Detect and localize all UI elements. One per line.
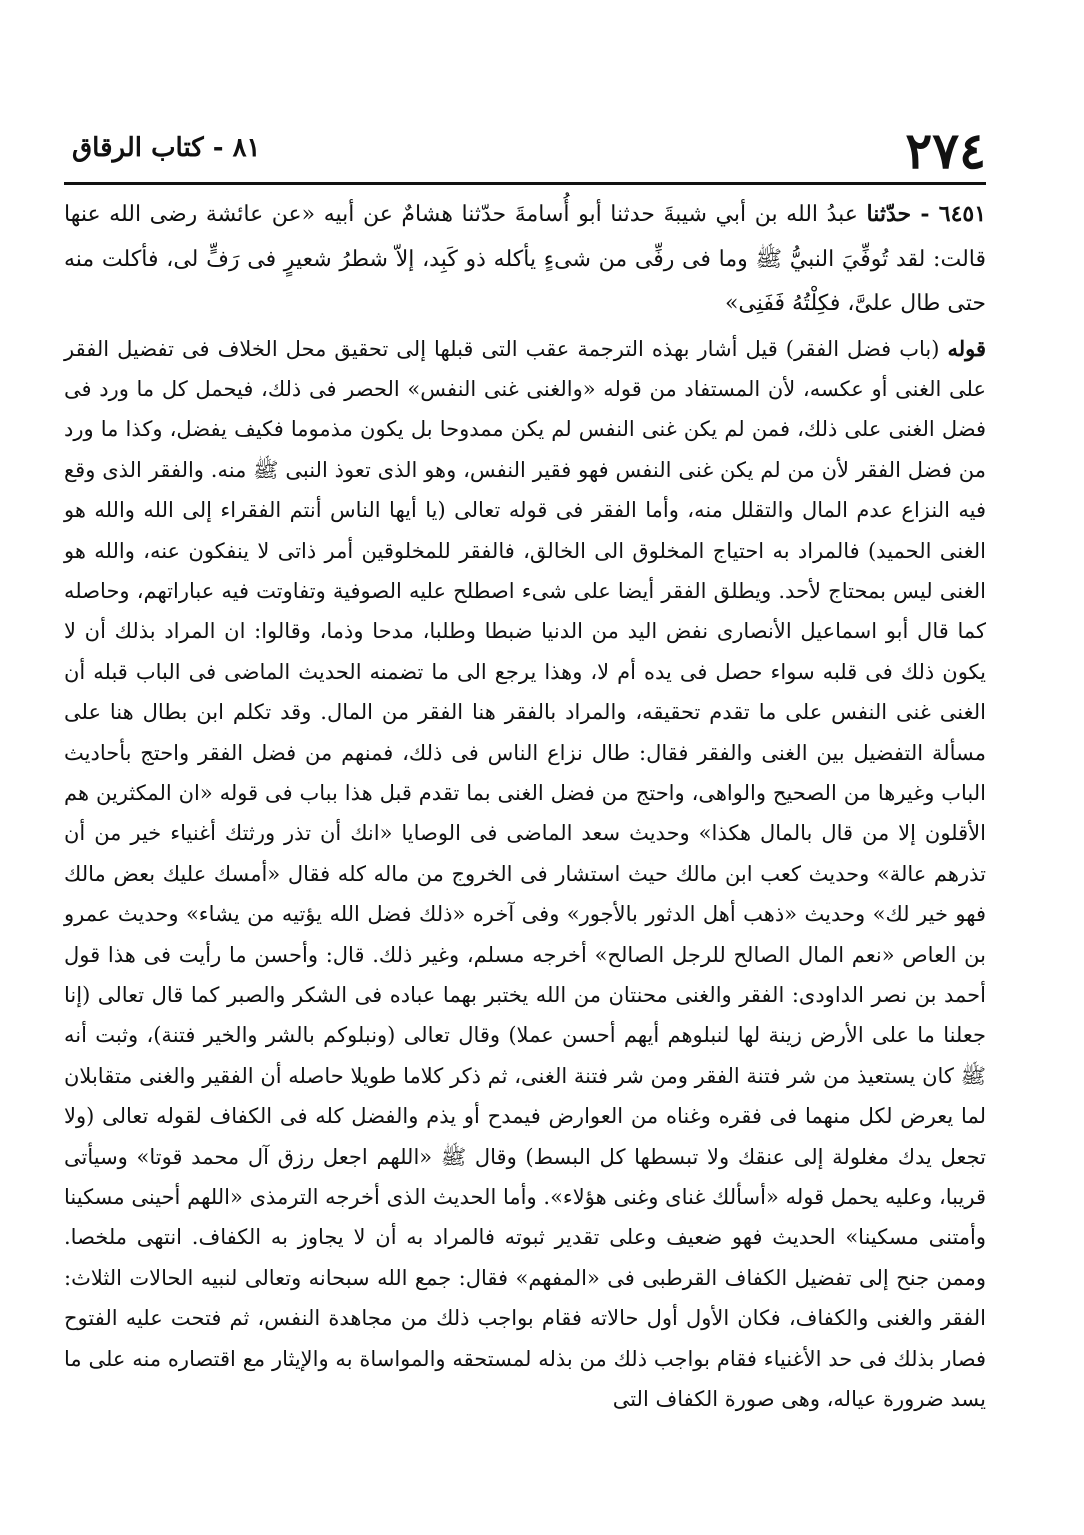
commentary-text: (باب فضل الفقر) قيل أشار بهذه الترجمة عقب التى قبلها إلى تحقيق محل الخلاف فى تفضيل الفقر على الغنى أو عكسه، لأن المستفاد من قوله «والغنى غنى النفس» الحصر فى ذلك، فيحمل كل ما ورد فى فضل الغنى على ذلك، فمن لم يكن غنى النفس لم يكن ممدوحا بل يكون مذموما فكيف يفضل، وكذا ما ورد من فضل الفقر لأن من لم يكن غنى النفس فهو فقير النفس، وهو الذى تعوذ النبى ﷺ منه. والفقر الذى وقع فيه النزاع عدم المال والتقلل منه، وأما الفقر فى قوله تعالى (يا أيها الناس أنتم الفقراء إلى الله والله هو الغنى الحميد) فالمراد به احتياج المخلوق الى الخالق، فالفقر للمخلوقين أمر ذاتى لا ينفكون عنه، والله هو الغنى ليس بمحتاج لأحد. ويطلق الفقر أيضا على شىء اصطلح عليه الصوفية وتفاوتت فيه عباراتهم، وحاصله كما قال أبو اسماعيل الأنصارى نفض اليد من الدنيا ضبطا وطلبا، مدحا وذما، وقالوا: ان المراد بذلك أن لا يكون ذلك فى قلبه سواء حصل فى يده أم لا، وهذا يرجع الى ما تضمنه الحديث الماضى فى الباب قبله أن الغنى غنى النفس على ما تقدم تحقيقه، والمراد بالفقر هنا الفقر من المال. وقد تكلم ابن بطال هنا على مسألة التفضيل بين الغنى والفقر فقال: طال نزاع الناس فى ذلك، فمنهم من فضل الفقر واحتج بأحاديث الباب وغيرها من الصحيح والواهى، واحتج من فضل الغنى بما تقدم قبل هذا بباب فى قوله «ان المكثرين هم الأقلون إلا من قال بالمال هكذا» وحديث سعد الماضى فى الوصايا «انك أن تذر ورثتك أغنياء خير من أن تذرهم عالة» وحديث كعب ابن مالك حيث استشار فى الخروج من ماله كله فقال «أمسك عليك بعض مالك فهو خير لك» وحديث «ذهب أهل الدثور بالأجور» وفى آخره «ذلك فضل الله يؤتيه من يشاء» وحديث عمرو بن العاص «نعم المال الصالح للرجل الصالح» أخرجه مسلم، وغير ذلك. قال: وأحسن ما رأيت فى هذا قول أحمد بن نصر الداودى: الفقر والغنى محنتان من الله يختبر بهما عباده فى الشكر والصبر كما قال تعالى (إنا جعلنا ما على الأرض زينة لها لنبلوهم أيهم أحسن عملا) وقال تعالى (ونبلوكم بالشر والخير فتنة)، وثبت أنه ﷺ كان يستعيذ من شر فتنة الفقر ومن شر فتنة الغنى، ثم ذكر كلاما طويلا حاصله أن الفقير والغنى متقابلان لما يعرض لكل منهما فى فقره وغناه من العوارض فيمدح أو يذم والفضل كله فى الكفاف لقوله تعالى (ولا تجعل يدك مغلولة إلى عنقك ولا تبسطها كل البسط) وقال ﷺ «اللهم اجعل رزق آل محمد قوتا» وسيأتى قريبا، وعليه يحمل قوله «أسألك غناى وغنى هؤلاء». وأما الحديث الذى أخرجه الترمذى «اللهم أحينى مسكينا وأمتنى مسكينا» الحديث فهو ضعيف وعلى تقدير ثبوته فالمراد به أن لا يجاوز به الكفاف. انتهى ملخصا. وممن جنح إلى تفضيل الكفاف القرطبى فى «المفهم» فقال: جمع الله سبحانه وتعالى لنبيه الحالات الثلاث: الفقر والغنى والكفاف، فكان الأول أول حالاته فقام بواجب ذلك من مجاهدة النفس، ثم فتحت عليه الفتوح فصار بذلك فى حد الأغنياء فقام بواجب ذلك من بذله لمستحقه والمواساة به والإيثار مع اقتصاره منه على ما يسد ضرورة عياله، وهى صورة الكفاف التى	[64, 336, 986, 1412]
page-body	[64, 192, 986, 1419]
hadith-text: عبدُ الله بن أبي شيبةَ حدثنا أبو أُسامةَ حدّثنا هشامٌ عن أبيه «عن عائشة رضى الله عنها قالت: لقد تُوفِّيَ النبيُّ ﷺ وما فى رفِّى من شىءٍ يأكله ذو كَبِد، إلاّ شطرُ شعيرٍ فى رَفٍّ لى، فأكلت منه حتى طال علىَّ، فكِلْتُهُ فَفَنِى»	[64, 202, 986, 316]
chapter-title: ٨١ - كتاب الرقاق	[72, 133, 261, 163]
page-header	[64, 120, 986, 185]
hadith-number: ٦٤٥١ - حدّثنا	[866, 201, 987, 227]
page-number: ٢٧٤	[905, 121, 986, 180]
hadith-paragraph	[64, 192, 986, 327]
commentary-paragraph	[64, 329, 986, 1420]
commentary-lead: قوله	[947, 335, 986, 361]
